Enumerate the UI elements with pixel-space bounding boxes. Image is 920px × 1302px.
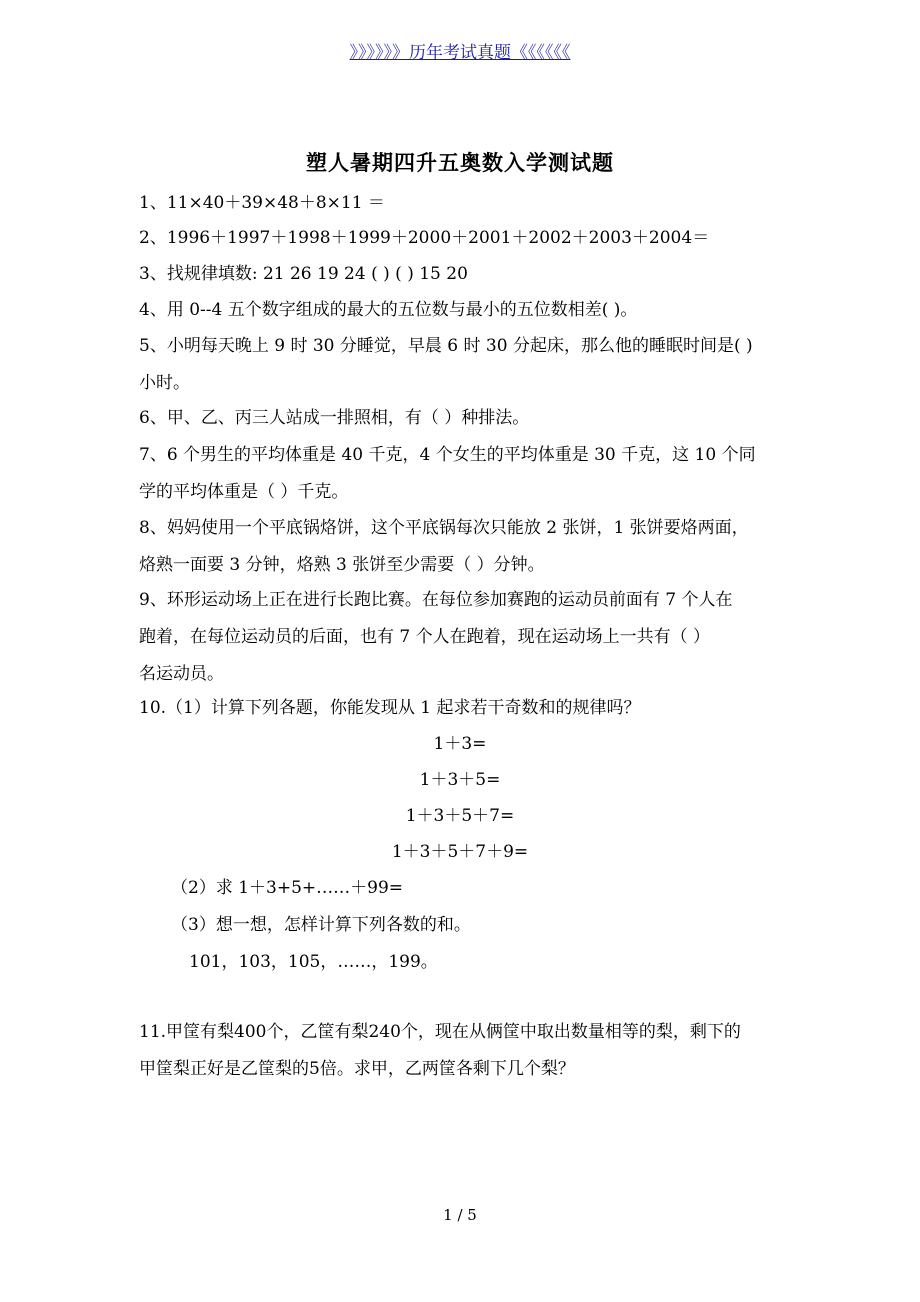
question-11 [139,1014,789,1088]
question-11-line-1: 11.甲筐有梨400个，乙筐有梨240个，现在从俩筐中取出数量相等的梨，剩下的 [139,1022,741,1042]
question-7-line-2: 学的平均体重是（ ）千克。 [139,482,349,502]
question-10-sequence: 101，103，105，……，199。 [189,952,438,972]
question-10-equation-3: 1＋3＋5＋7= [405,806,515,826]
question-2: 2、1996＋1997＋1998＋1999＋2000＋2001＋2002＋2003＋2004＝ [139,228,710,248]
question-1: 1、11×40＋39×48＋8×11 ＝ [139,193,385,213]
question-7 [139,437,789,511]
question-10-equation-1: 1＋3= [433,734,487,754]
question-3: 3、找规律填数: 21 26 19 24 ( ) ( ) 15 20 [139,264,468,284]
question-8-line-1: 8、妈妈使用一个平底锅烙饼，这个平底锅每次只能放 2 张饼，1 张饼要烙两面， [139,518,749,538]
question-11-line-2: 甲筐梨正好是乙筐梨的5倍。求甲，乙两筐各剩下几个梨？ [139,1059,575,1079]
question-8 [139,510,789,584]
question-9-line-2: 跑着，在每位运动员的后面，也有 7 个人在跑着，现在运动场上一共有（ ） [139,627,711,647]
question-10-part-2: （2）求 1＋3+5+……＋99= [171,878,404,898]
question-5-line-1: 5、小明每天晚上 9 时 30 分睡觉，早晨 6 时 30 分起床，那么他的睡眠时间是( ) [139,336,753,356]
question-9-line-3: 名运动员。 [139,664,224,684]
page-title: 塑人暑期四升五奥数入学测试题 [306,150,614,175]
question-8-line-2: 烙熟一面要 3 分钟，烙熟 3 张饼至少需要（ ）分钟。 [139,555,545,575]
question-4: 4、用 0--4 五个数字组成的最大的五位数与最小的五位数相差( )。 [139,300,638,320]
question-9 [139,582,789,693]
question-10-equation-4: 1＋3＋5＋7＋9= [391,842,529,862]
question-9-line-1: 9、环形运动场上正在进行长跑比赛。在每位参加赛跑的运动员前面有 7 个人在 [139,590,733,610]
question-10-part-3: （3）想一想，怎样计算下列各数的和。 [171,915,471,935]
question-5 [139,328,789,402]
question-10-equation-2: 1＋3＋5= [419,770,501,790]
question-10-intro: 10.（1）计算下列各题，你能发现从 1 起求若干奇数和的规律吗？ [139,698,641,718]
header-link[interactable]: 》》》》》》历年考试真题《《《《《《 [349,43,571,63]
question-7-line-1: 7、6 个男生的平均体重是 40 千克，4 个女生的平均体重是 30 千克，这 10 个同 [139,445,756,465]
question-6: 6、甲、乙、丙三人站成一排照相，有（ ）种排法。 [139,408,530,428]
question-5-line-2: 小时。 [139,373,190,393]
page-number: 1 / 5 [443,1206,477,1224]
